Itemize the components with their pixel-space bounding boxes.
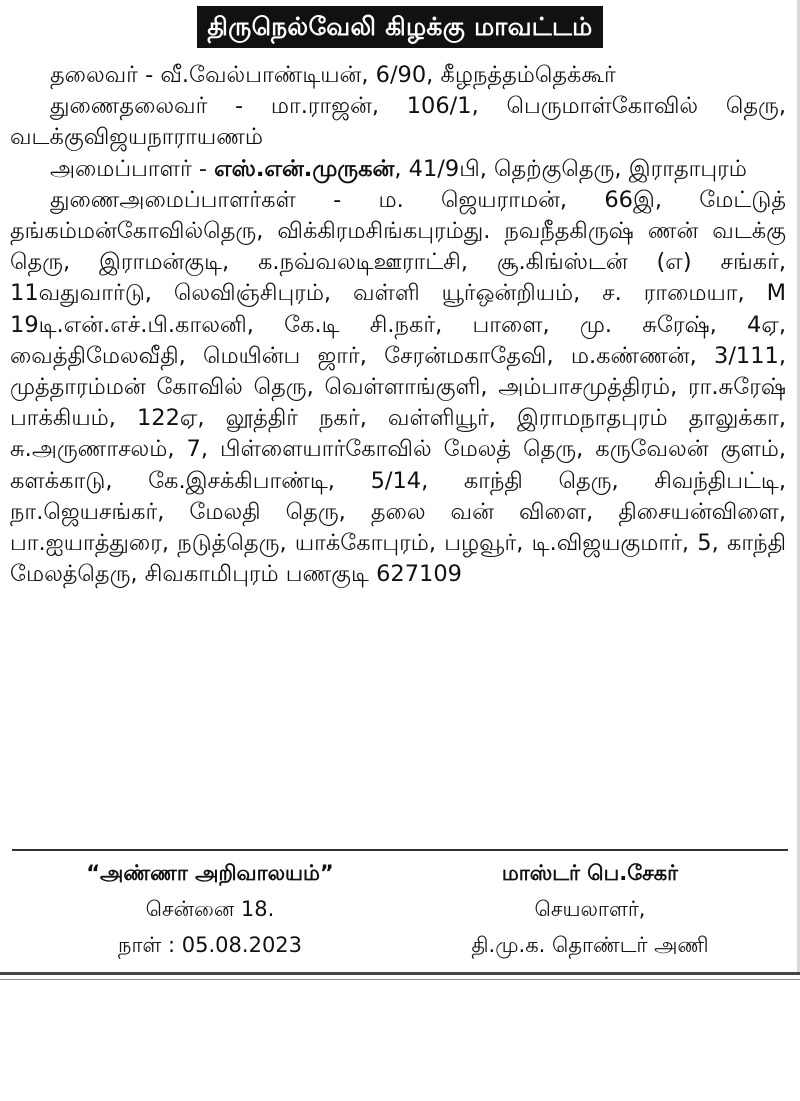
organizer-line	[10, 154, 786, 185]
signatory-org: தி.மு.க. தொண்டர் அணி	[471, 933, 709, 957]
office-name: “அண்ணா அறிவாலயம்”	[86, 861, 334, 885]
organizer-name: எஸ்.என்.முருகன்	[214, 155, 395, 182]
signatory-name: மாஸ்டர் பெ.சேகர்	[501, 861, 679, 885]
organizer-label: அமைப்பாளர் -	[50, 155, 215, 182]
heading-block	[0, 6, 800, 48]
issue-date: நாள் : 05.08.2023	[117, 933, 303, 957]
footer-office-block	[40, 855, 380, 963]
office-bearers-list	[10, 60, 786, 590]
organizer-address: , 41/9பி, தெற்குதெரு, இராதாபுரம்	[394, 155, 747, 182]
divider	[12, 849, 788, 851]
footer-signatory-block	[420, 855, 760, 963]
vice-president-line: துணைதலைவர் - மா.ராஜன், 106/1, பெருமாள்கோவில் தெரு, வடக்குவிஜயநாராயணம்	[10, 93, 786, 151]
office-city: சென்னை 18.	[145, 897, 275, 921]
deputy-organizers-paragraph: துணைஅமைப்பாளர்கள் - ம. ஜெயராமன், 66இ, மேட்டுத் தங்கம்மன்கோவில்தெரு, விக்கிரமசிங்கபுரம்து. நவநீதகிருஷ் ணன் வடக்கு தெரு, இராமன்குடி, க.நவ்வலடிஊராட்சி, சூ.கிங்ஸ்டன் (எ) சங்கர், 11வதுவார்டு, லெவிஞ்சிபுரம், வள்ளி யூர்ஒன்றியம், ச. ராமையா, M 19டி.என்.எச்.பி.காலனி, கே.டி சி.நகர், பாளை, மு. சுரேஷ், 4ஏ, வைத்திமேலவீதி, மெயின்ப ஜார், சேரன்மகாதேவி, ம.கண்ணன், 3/111, முத்தாரம்மன் கோவில் தெரு, வெள்ளாங்குளி, அம்பாசமுத்திரம், ரா.சுரேஷ் பாக்கியம், 122ஏ, லூத்திர் நகர், வள்ளியூர், இராமநாதபுரம் தாலுக்கா, சு.அருணாசலம், 7, பிள்ளையார்கோவில் மேலத் தெரு, கருவேலன் குளம், களக்காடு, கே.இசக்கிபாண்டி, 5/14, காந்தி தெரு, சிவந்திபட்டி, நா.ஜெயசங்கர், மேலதி தெரு, தலை வன் விளை, திசையன்விளை, பா.ஐயாத்துரை, நடுத்தெரு, யாக்கோபுரம், பழவூர், டி.விஜயகுமார், 5, காந்தி மேலத்தெரு, சிவகாமிபுரம் பணகுடி 627109	[10, 186, 786, 588]
district-heading: திருநெல்வேலி கிழக்கு மாவட்டம்	[197, 6, 602, 48]
bottom-border-thin	[0, 979, 800, 980]
president-line: தலைவர் - வீ.வேல்பாண்டியன், 6/90, கீழநத்தம்தெக்கூர்	[50, 62, 616, 88]
signatory-title: செயலாளர்,	[534, 897, 646, 921]
bottom-border	[0, 972, 800, 975]
